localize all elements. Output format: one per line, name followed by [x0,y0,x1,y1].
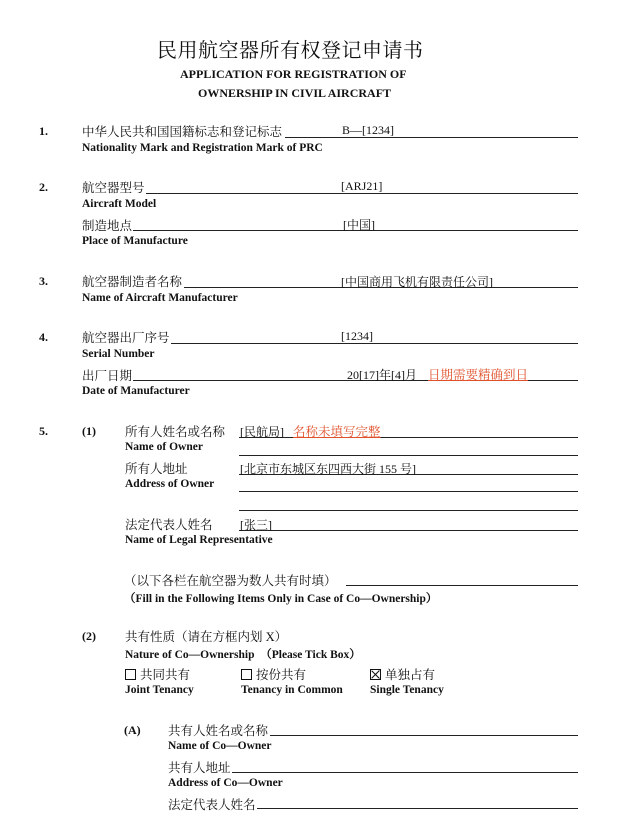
co-owner-address-field[interactable] [232,772,578,773]
option-single-tenancy[interactable] [370,665,435,683]
co-ownership-note: （以下各栏在航空器为数人共有时填） [124,574,337,588]
serial-number-label: 航空器出厂序号 [82,331,170,345]
option-single-tenancy-en: Single Tenancy [370,684,444,696]
option-tenancy-in-common-label: 按份共有 [256,668,307,682]
serial-number-field[interactable] [171,343,578,344]
owner-name-label-en: Name of Owner [125,441,203,453]
manufacturer-name-label-en: Name of Aircraft Manufacturer [82,292,238,304]
option-joint-tenancy[interactable] [125,665,190,683]
owner-name-annotation: 名称未填写完整 [293,425,381,439]
legal-representative-value: [张三] [240,518,272,532]
co-owner-a-number: (A) [124,723,141,737]
aircraft-model-value: [ARJ21] [341,179,383,193]
place-of-manufacture-label-en: Place of Manufacture [82,235,188,247]
section-4-number: 4. [39,330,48,344]
legal-representative-label: 法定代表人姓名 [125,518,213,532]
manufacture-date-value: 20[17]年[4]月 [347,368,417,382]
owner-name-value: [民航局] [240,425,284,439]
aircraft-model-label: 航空器型号 [82,181,145,195]
section-3-number: 3. [39,274,48,288]
owner-address-value: [北京市东城区东四西大街 155 号] [240,462,416,476]
nationality-mark-field[interactable] [285,137,578,138]
option-joint-tenancy-en: Joint Tenancy [125,684,194,696]
item-1-number: (1) [82,424,96,438]
manufacture-date-annotation: 日期需要精确到日 [428,368,529,382]
section-5-number: 5. [39,424,48,438]
page-title: 民用航空器所有权登记申请书 [157,40,424,62]
co-owner-representative-label: 法定代表人姓名 [168,798,256,812]
owner-name-field-line-2[interactable] [239,455,578,456]
section-1-number: 1. [39,124,48,138]
co-ownership-nature-label: 共有性质（请在方框内划 X） [125,630,288,644]
checkbox-joint-tenancy[interactable] [125,669,136,680]
subtitle-line-1: APPLICATION FOR REGISTRATION OF [180,67,407,81]
co-owner-name-label: 共有人姓名或名称 [168,724,269,738]
owner-name-label: 所有人姓名或名称 [125,425,226,439]
owner-address-field-line-3[interactable] [239,510,578,511]
option-tenancy-in-common-en: Tenancy in Common [241,684,343,696]
section-2-number: 2. [39,180,48,194]
manufacturer-name-label: 航空器制造者名称 [82,275,183,289]
option-tenancy-in-common[interactable] [241,665,306,683]
manufacture-date-label: 出厂日期 [82,369,133,383]
option-joint-tenancy-label: 共同共有 [140,668,191,682]
co-owner-representative-field[interactable] [257,808,578,809]
manufacture-date-label-en: Date of Manufacturer [82,385,190,397]
co-owner-name-label-en: Name of Co—Owner [168,740,272,752]
checkbox-single-tenancy[interactable] [370,669,381,680]
place-of-manufacture-value: [中国] [343,218,375,232]
serial-number-label-en: Serial Number [82,348,155,360]
item-2-number: (2) [82,629,96,643]
owner-name-field[interactable] [239,437,578,438]
manufacturer-name-value: [中国商用飞机有限责任公司] [341,275,493,289]
co-ownership-note-field[interactable] [346,585,578,586]
nationality-mark-label-en: Nationality Mark and Registration Mark of PRC [82,142,323,154]
co-owner-name-field[interactable] [270,735,578,736]
place-of-manufacture-label: 制造地点 [82,219,133,233]
owner-address-label-en: Address of Owner [125,478,215,490]
owner-address-label: 所有人地址 [125,462,188,476]
co-owner-address-label: 共有人地址 [168,761,231,775]
option-single-tenancy-label: 单独占有 [385,668,436,682]
nationality-mark-value: B—[1234] [342,123,394,137]
subtitle-line-2: OWNERSHIP IN CIVIL AIRCRAFT [198,86,392,100]
co-ownership-note-en: （Fill in the Following Items Only in Case of Co—Ownership） [124,593,438,605]
owner-address-field-line-2[interactable] [239,491,578,492]
checkbox-tenancy-in-common[interactable] [241,669,252,680]
co-ownership-nature-label-en: Nature of Co—Ownership （Please Tick Box） [125,649,361,661]
serial-number-value: [1234] [341,329,373,343]
aircraft-model-label-en: Aircraft Model [82,198,157,210]
legal-representative-label-en: Name of Legal Representative [125,534,273,546]
co-owner-address-label-en: Address of Co—Owner [168,777,283,789]
legal-representative-field[interactable] [239,530,578,531]
nationality-mark-label: 中华人民共和国国籍标志和登记标志 [82,125,283,139]
